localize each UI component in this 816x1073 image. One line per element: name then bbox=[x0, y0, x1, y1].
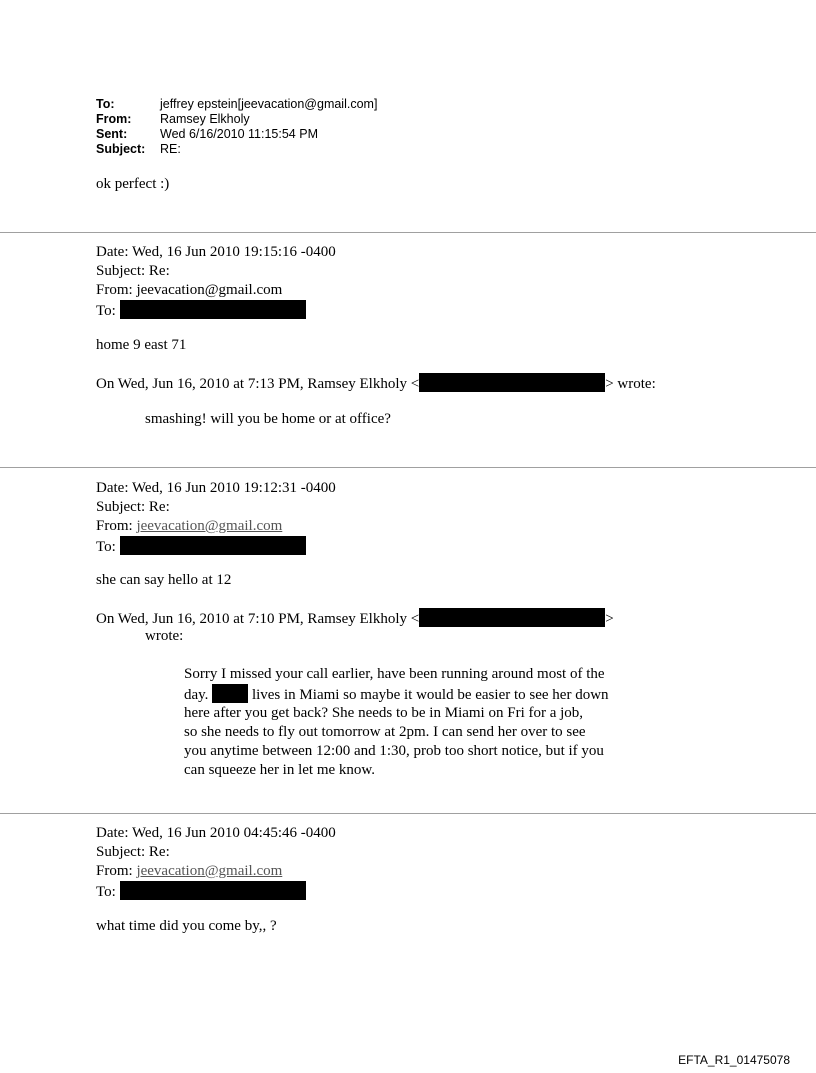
redaction-box bbox=[120, 881, 306, 900]
attribution-suffix: > wrote: bbox=[605, 376, 656, 392]
redaction-box bbox=[120, 300, 306, 319]
message-1 bbox=[96, 243, 336, 321]
sent-value: Wed 6/16/2010 11:15:54 PM bbox=[160, 127, 318, 141]
message-body: what time did you come by,, ? bbox=[96, 918, 277, 934]
quote-day-word: day. bbox=[184, 686, 209, 703]
message-from bbox=[96, 517, 336, 536]
quote-line bbox=[184, 684, 644, 705]
header-subject-row bbox=[96, 142, 377, 157]
quote-line: can squeeze her in let me know. bbox=[184, 761, 376, 778]
message-date: Date: Wed, 16 Jun 2010 04:45:46 -0400 bbox=[96, 825, 336, 841]
message-2 bbox=[96, 479, 336, 557]
message-to bbox=[96, 300, 336, 321]
message-date: Date: Wed, 16 Jun 2010 19:15:16 -0400 bbox=[96, 244, 336, 260]
to-label: To: bbox=[96, 97, 115, 111]
from-label: From: bbox=[96, 863, 133, 879]
quote-line: here after you get back? She needs to be in Miami on Fri for a job, bbox=[184, 705, 584, 722]
header-to-row bbox=[96, 97, 377, 112]
divider bbox=[0, 467, 816, 468]
message-body: she can say hello at 12 bbox=[96, 572, 232, 588]
from-email-link[interactable]: jeevacation@gmail.com bbox=[136, 863, 283, 879]
subject-value: RE: bbox=[160, 142, 181, 156]
from-email: jeevacation@gmail.com bbox=[136, 282, 283, 298]
message-from bbox=[96, 862, 336, 881]
message-date: Date: Wed, 16 Jun 2010 19:12:31 -0400 bbox=[96, 480, 336, 496]
message-subject: Subject: Re: bbox=[96, 499, 170, 515]
message-body: home 9 east 71 bbox=[96, 337, 187, 353]
quote-attribution bbox=[96, 608, 614, 629]
from-label: From: bbox=[96, 112, 132, 126]
document-id-footer: EFTA_R1_01475078 bbox=[678, 1053, 790, 1067]
divider bbox=[0, 813, 816, 814]
attribution-suffix: > bbox=[605, 611, 614, 627]
quote-attribution bbox=[96, 373, 656, 394]
attribution-wrote: wrote: bbox=[145, 628, 184, 644]
quote-line-rest: lives in Miami so maybe it would be easier to see her down bbox=[251, 686, 609, 703]
to-label: To: bbox=[96, 884, 116, 900]
to-value: jeffrey epstein[jeevacation@gmail.com] bbox=[160, 97, 378, 111]
sent-label: Sent: bbox=[96, 127, 128, 141]
from-value: Ramsey Elkholy bbox=[160, 112, 250, 126]
message-3 bbox=[96, 824, 336, 902]
redaction-box bbox=[419, 373, 605, 392]
to-label: To: bbox=[96, 303, 116, 319]
header-from-row bbox=[96, 112, 377, 127]
email-header bbox=[96, 97, 377, 157]
redaction-box bbox=[419, 608, 605, 627]
quote-line: Sorry I missed your call earlier, have been running around most of the bbox=[184, 666, 605, 682]
quote-line: so she needs to fly out tomorrow at 2pm. I can send her over to see bbox=[184, 724, 586, 741]
top-body-text: ok perfect :) bbox=[96, 176, 170, 192]
redaction-box bbox=[212, 684, 248, 703]
message-to bbox=[96, 536, 336, 557]
quote-line: you anytime between 12:00 and 1:30, prob too short notice, but if you bbox=[184, 742, 604, 759]
attribution-prefix: On Wed, Jun 16, 2010 at 7:13 PM, Ramsey Elkholy < bbox=[96, 376, 420, 392]
quoted-text: smashing! will you be home or at office? bbox=[145, 411, 391, 427]
from-email-link[interactable]: jeevacation@gmail.com bbox=[136, 518, 283, 534]
attribution-prefix: On Wed, Jun 16, 2010 at 7:10 PM, Ramsey Elkholy < bbox=[96, 611, 420, 627]
divider bbox=[0, 232, 816, 233]
message-subject: Subject: Re: bbox=[96, 844, 170, 860]
message-to bbox=[96, 881, 336, 902]
header-sent-row bbox=[96, 127, 377, 142]
redaction-box bbox=[120, 536, 306, 555]
quoted-text-block bbox=[184, 665, 644, 779]
message-subject: Subject: Re: bbox=[96, 263, 170, 279]
message-from bbox=[96, 281, 336, 300]
from-label: From: bbox=[96, 282, 133, 298]
from-label: From: bbox=[96, 518, 133, 534]
to-label: To: bbox=[96, 539, 116, 555]
subject-label: Subject: bbox=[96, 142, 146, 156]
